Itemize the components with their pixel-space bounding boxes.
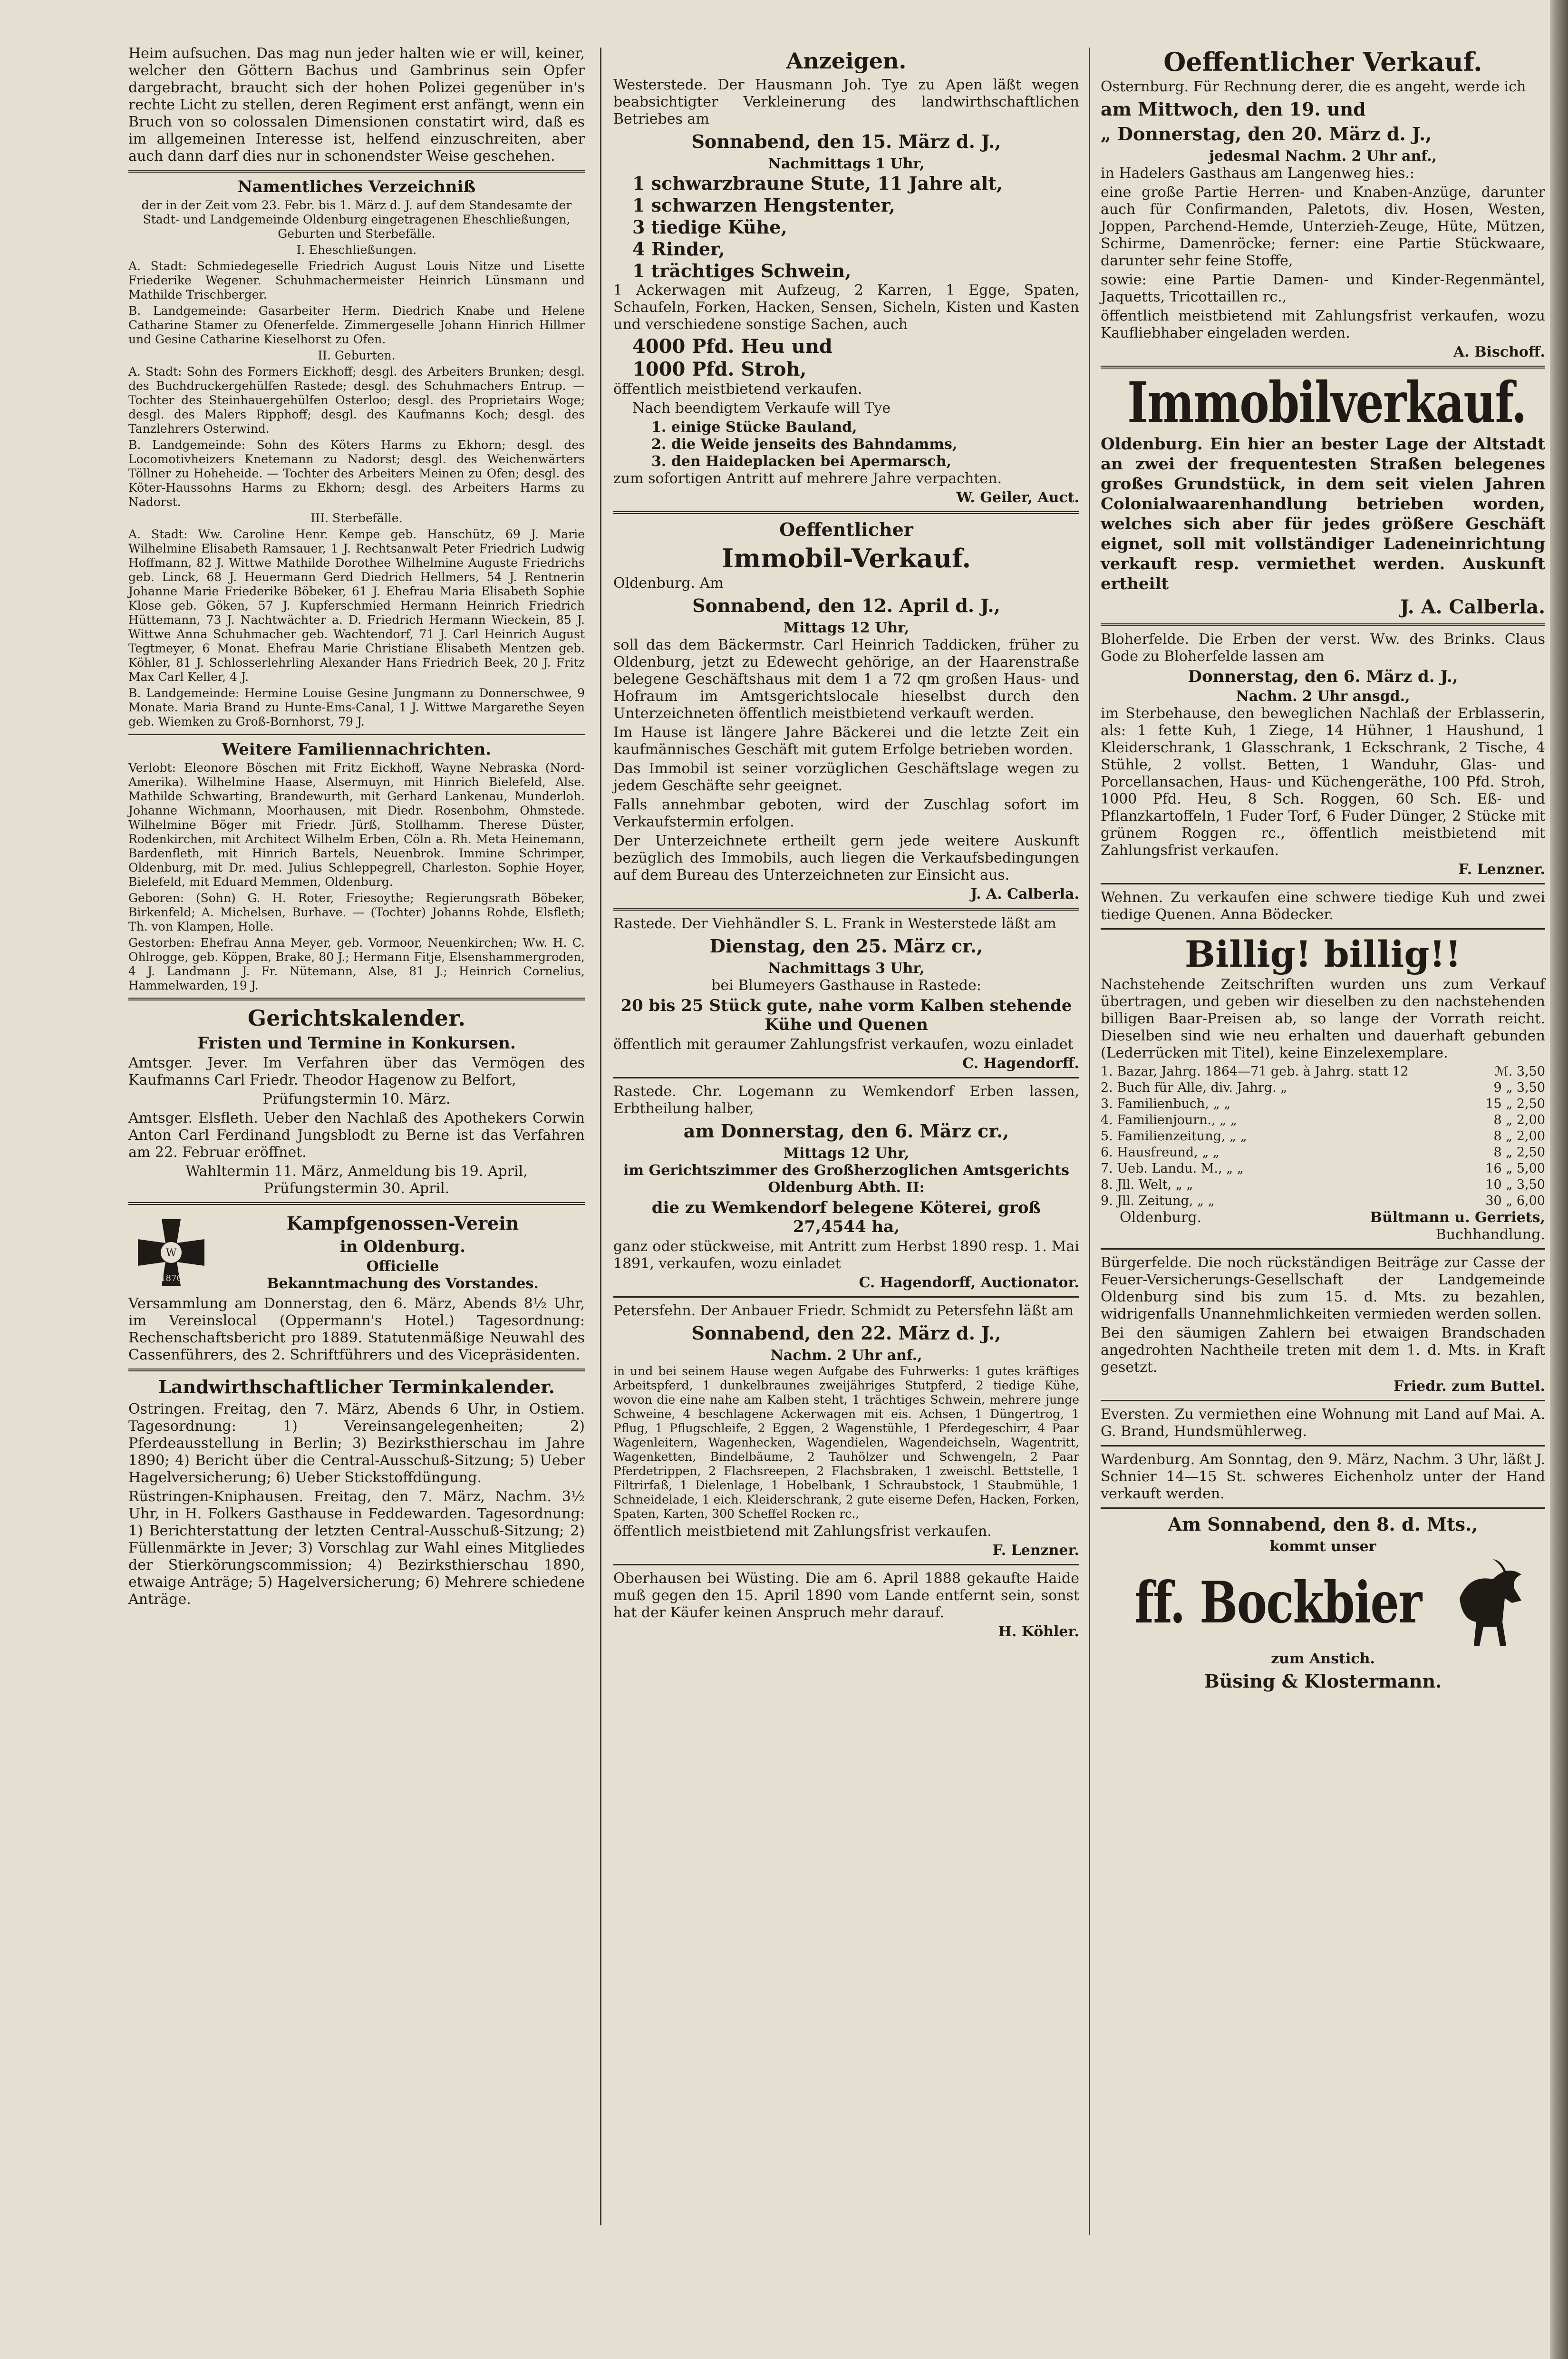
divider bbox=[128, 1369, 585, 1371]
ad5-signature: F. Lenzner. bbox=[992, 1542, 1079, 1559]
ad1-item: 4 Rinder, bbox=[632, 238, 725, 260]
marriages-city: A. Stadt: Schmiedegeselle Friedrich August Louis Nitze und Lisette Friederike Wegener. Schuhmachermeister Heinrich Lünsmann und Mathilde Trischberger. bbox=[128, 259, 585, 301]
ad2-title-2: Immobil-Verkauf. bbox=[721, 543, 971, 573]
agri-entry-2: Rüstringen-Kniphausen. Freitag, den 7. März, Nachm. 3½ Uhr, in H. Folkers Gasthause in Feddewarden. Tagesordnung: 1) Berichterstattung der letzten Central-Ausschuß-Sitzung; 2) Füllenmärkte in Jever; 3) Vorschlag zur Wahl eines Mitgliedes der Stierkörungscommission; 4) Bezirksthierschau 1890, etwaige Anträge; 5) Hagelversicherung; 6) Mehrere schiedene Anträge. bbox=[128, 1488, 585, 1608]
ad2-text-4: Falls annehmbar geboten, wird der Zuschlag sofort im Verkaufstermin erfolgen. bbox=[613, 796, 1079, 830]
public-sale-title: Oeffentlicher Verkauf. bbox=[1163, 47, 1482, 77]
divider bbox=[1101, 1248, 1545, 1250]
ad1-list-1: 1. einige Stücke Bauland, bbox=[651, 419, 857, 436]
agri-title: Landwirthschaftlicher Terminkalender. bbox=[158, 1376, 555, 1398]
public-sale-items-2: sowie: eine Partie Damen- und Kinder-Regenmäntel, Jaquetts, Tricottaillen rc., bbox=[1101, 272, 1545, 305]
billig-signature-row bbox=[1101, 1209, 1545, 1226]
divider bbox=[128, 170, 585, 173]
ad2-signature: J. A. Calberla. bbox=[970, 886, 1079, 903]
ad6-signature: H. Köhler. bbox=[998, 1623, 1079, 1640]
ad1-after: Nach beendigtem Verkaufe will Tye bbox=[632, 400, 891, 417]
ad5-date: Sonnabend, den 22. März d. J., bbox=[691, 1322, 1001, 1344]
court-entry-1: Amtsger. Jever. Im Verfahren über das Vermögen des Kaufmanns Carl Friedr. Theodor Hagenow zu Belfort, bbox=[128, 1055, 585, 1088]
public-sale-date-2: „ Donnerstag, den 20. März d. J., bbox=[1101, 123, 1432, 145]
ad4-location: im Gerichtszimmer des Großherzoglichen Amtsgerichts Oldenburg Abth. II: bbox=[623, 1162, 1069, 1196]
billig-place: Oldenburg. bbox=[1120, 1209, 1202, 1226]
bloherfelde-date: Donnerstag, den 6. März d. J., bbox=[1188, 667, 1458, 686]
billig-signature: Bültmann u. Gerriets, bbox=[1370, 1209, 1545, 1226]
column-rule bbox=[1089, 48, 1090, 2235]
column-rule bbox=[600, 48, 601, 2225]
public-sale-time: jedesmal Nachm. 2 Uhr anf., bbox=[1209, 148, 1437, 165]
price-row: 5. Familienzeitung, „ „ 8 „ 2,00 bbox=[1101, 1129, 1545, 1144]
section-births: II. Geburten. bbox=[318, 349, 396, 362]
bloherfelde-text: Bloherfelde. Die Erben der verst. Ww. des Brinks. Claus Gode zu Bloherfelde lassen am bbox=[1101, 631, 1545, 665]
court-entry-1-date: Prüfungstermin 10. März. bbox=[262, 1091, 451, 1107]
bockbier-comes: kommt unser bbox=[1269, 1538, 1376, 1555]
ad1-sale: öffentlich meistbietend verkaufen. bbox=[613, 381, 862, 398]
price-row: 2. Buch für Alle, div. Jahrg. „ 9 „ 3,50 bbox=[1101, 1080, 1545, 1095]
veteran-title: Kampfgenossen-Verein bbox=[286, 1213, 519, 1234]
ad1-straw: 1000 Pfd. Stroh, bbox=[632, 358, 807, 380]
ad2-text-5: Der Unterzeichnete ertheilt gern jede weitere Auskunft bezüglich des Immobils, auch liegen die Verkaufsbedingungen auf dem Bureau des Unterzeichneten zur Einsicht aus. bbox=[613, 833, 1079, 883]
section-deaths: III. Sterbefälle. bbox=[310, 511, 403, 525]
buergerfelde-signature: Friedr. zum Buttel. bbox=[1394, 1378, 1545, 1395]
veteran-subtitle: in Oldenburg. bbox=[339, 1237, 466, 1256]
deaths-rural: B. Landgemeinde: Hermine Louise Gesine Jungmann zu Donnerschwee, 9 Monate. Maria Brand zu Hunte-Ems-Canal, 1 J. Wittwe Margarethe Seyen geb. Wiemken zu Groß-Bornhorst, 79 J. bbox=[128, 686, 585, 728]
ad1-signature: W. Geiler, Auct. bbox=[956, 489, 1079, 506]
divider bbox=[128, 734, 585, 735]
bockbier-signature: Büsing & Klostermann. bbox=[1204, 1670, 1442, 1692]
register-title: Namentliches Verzeichniß bbox=[237, 177, 476, 196]
deaths-city: A. Stadt: Ww. Caroline Henr. Kempe geb. Hanschütz, 69 J. Marie Wilhelmine Elisabeth Ramsauer, 1 J. Rechtsanwalt Peter Friedrich Ludwig Hoffmann, 82 J. Wittwe Mathilde Dorothee Wilhelmine Auguste Friedrichs geb. Linck, 68 J. Heuermann Gerd Diedrich Hellmers, 54 J. Rentnerin Johanne Marie Friederike Böbeker, 61 J. Ehefrau Maria Elisabeth Sophie Klose geb. Göken, 57 J. Kupferschmied Hermann Heinrich Friedrich Hüttemann, 73 J. Nachtwächter a. D. Friedrich Hermann Wieckein, 85 J. Wittwe Anna Schuhmacher geb. Wachtendorf, 71 J. Carl Heinrich August Tegtmeyer, 6 Monat. Ehefrau Marie Christiane Elisabeth Mentzen geb. Köhler, 81 J. Schlosserlehrling Alexander Hans Friedrich Beek, 20 J. Fritz Max Carl Keller, 4 J. bbox=[128, 527, 585, 684]
ad1-item: 1 trächtiges Schwein, bbox=[632, 260, 852, 282]
scan-edge bbox=[1550, 0, 1568, 2359]
cross-year: 1870 bbox=[160, 1273, 182, 1283]
intro-text: Heim aufsuchen. Das mag nun jeder halten wie er will, keiner, welcher den Göttern Bachus und Gambrinus sein Opfer dargebracht, braucht sich der hohen Polizei gegenüber in's rechte Licht zu stellen, deren Regiment erst anfängt, wenn ein Bruch von so colossalen Dimensionen constatirt wird, daß es im allgemeinen Interesse ist, helfend einzuschreiten, aber auch dann darf dies nur in schonendster Weise geschehen. bbox=[128, 45, 585, 165]
immobilverkauf-text: Oldenburg. Ein hier an bester Lage der Altstadt an zwei der frequentesten Straßen belegenes großes Grundstück, in dem seit vielen Jahren Colonialwaarenhandlung betrieben worden, welches sich aber für jedes größere Geschäft eignet, soll mit vollständiger Ladeneinrichtung verkauft resp. vermiethet werden. Auskunft ertheilt bbox=[1101, 435, 1545, 593]
ad1-hay: 4000 Pfd. Heu und bbox=[632, 335, 832, 358]
divider bbox=[613, 1077, 1079, 1078]
ad4-signature: C. Hagendorff, Auctionator. bbox=[859, 1274, 1079, 1291]
ad4-text: Rastede. Chr. Logemann zu Wemkendorf Erben lassen, Erbtheilung halber, bbox=[613, 1083, 1079, 1117]
buergerfelde-text: Bürgerfelde. Die noch rückständigen Beiträge zur Casse der Feuer-Versicherungs-Gesellschaft der Landgemeinde Oldenburg sind bis zum 15. d. Mts. zu bezahlen, widrigenfalls Unannehmlichkeiten vermieden werden sollen. bbox=[1101, 1254, 1545, 1322]
family-died: Gestorben: Ehefrau Anna Meyer, geb. Vormoor, Neuenkirchen; Ww. H. C. Ohlrogge, geb. Köppen, Brake, 80 J.; Hermann Fitje, Elsenshammergroden, 4 J. Landmann J. Fr. Nütemann, Alse, 81 J.; Heinrich Cornelius, Hammelwarden, 19 J. bbox=[128, 936, 585, 992]
billig-signature-2: Buchhandlung. bbox=[1435, 1226, 1545, 1243]
ad1-item: 1 schwarzen Hengstenter, bbox=[632, 194, 896, 216]
wardenburg-text: Wardenburg. Am Sonntag, den 9. März, Nachm. 3 Uhr, läßt J. Schnier 14—15 St. schweres Eichenholz unter der Hand verkauft werden. bbox=[1101, 1451, 1545, 1502]
public-sale-end: öffentlich meistbietend mit Zahlungsfrist verkaufen, wozu Kaufliebhaber eingeladen werden. bbox=[1101, 308, 1545, 341]
price-row: 4. Familienjourn., „ „ 8 „ 2,00 bbox=[1101, 1113, 1545, 1127]
column-1 bbox=[128, 45, 585, 1610]
divider bbox=[613, 511, 1079, 514]
ad1-date: Sonnabend, den 15. März d. J., bbox=[691, 131, 1001, 152]
bockbier-banner bbox=[1101, 1555, 1545, 1650]
births-city: A. Stadt: Sohn des Formers Eickhoff; desgl. des Arbeiters Brunken; desgl. des Buchdruckergehülfen Rastede; desgl. des Schuhmachers Entrup. — Tochter des Steinhauergehülfen Osterloo; desgl. des Proprietairs Woge; desgl. des Malers Ripphoff; desgl. des Kaufmanns Koch; desgl. des Tanzlehrers Osterwind. bbox=[128, 365, 585, 436]
ad2-date: Sonnabend, den 12. April d. J., bbox=[692, 595, 1000, 616]
ad6-text: Oberhausen bei Wüsting. Die am 6. April 1888 gekaufte Haide muß gegen den 15. April 1890 vom Lande entfernt sein, sonst hat der Käufer keinen Anspruch mehr darauf. bbox=[613, 1570, 1079, 1621]
veteran-announcement: Bekanntmachung des Vorstandes. bbox=[267, 1275, 539, 1292]
veteran-header bbox=[128, 1210, 585, 1295]
ad1-more: 1 Ackerwagen mit Aufzeug, 2 Karren, 1 Egge, Spaten, Schaufeln, Forken, Hacken, Sensen, Sicheln, Kisten und Kasten und verschiedene sonstige Sachen, auch bbox=[613, 282, 1079, 333]
bloherfelde-signature: F. Lenzner. bbox=[1458, 861, 1545, 878]
marriages-rural: B. Landgemeinde: Gasarbeiter Herm. Diedrich Knabe und Helene Catharine Stamer zu Ofenerfelde. Zimmergeselle Johann Hinrich Hillmer und Gesine Catharine Kieselhorst zu Ofen. bbox=[128, 304, 585, 346]
ad5-text: Petersfehn. Der Anbauer Friedr. Schmidt zu Petersfehn läßt am bbox=[613, 1302, 1074, 1319]
ad1-item: 3 tiedige Kühe, bbox=[632, 216, 787, 238]
divider bbox=[1101, 1400, 1545, 1401]
ad2-text-2: Im Hause ist längere Jahre Bäckerei und die letzte Zeit ein kaufmännisches Geschäft mit gutem Erfolge betrieben worden. bbox=[613, 724, 1079, 758]
wehnen-text: Wehnen. Zu verkaufen eine schwere tiedige Kuh und zwei tiedige Quenen. Anna Bödecker. bbox=[1101, 889, 1545, 923]
ad5-time: Nachm. 2 Uhr anf., bbox=[770, 1347, 922, 1364]
ad1-item: 1 schwarzbraune Stute, 11 Jahre alt, bbox=[632, 173, 1003, 194]
svg-text:W: W bbox=[165, 1247, 177, 1259]
ad2-place: Oldenburg. Am bbox=[613, 575, 724, 592]
ad3-signature: C. Hagendorff. bbox=[962, 1055, 1079, 1072]
billig-title: Billig! billig!! bbox=[1184, 933, 1462, 975]
billig-text: Nachstehende Zeitschriften wurden uns zum Verkauf übertragen, und geben wir dieselben zu den nachstehenden billigen Baar-Preisen ab, so lange der Vorrath reicht. Dieselben sind wie neu erhalten und dauerhaft gebunden (Lederrücken mit Titel), keine Einzelexemplare. bbox=[1101, 976, 1545, 1061]
public-sale-location: in Hadelers Gasthaus am Langenweg hies.: bbox=[1101, 165, 1414, 182]
veteran-official: Officielle bbox=[366, 1258, 439, 1275]
divider bbox=[613, 1564, 1079, 1565]
public-sale-items: eine große Partie Herren- und Knaben-Anzüge, darunter auch für Confirmanden, Paletots, div. Hosen, Westen, Joppen, Parchend-Hemde, Unterzieh-Zeuge, Hüte, Mützen, Schirme, Damenröcke; ferner: eine Partie Stückwaare, darunter sehr feine Stoffe, bbox=[1101, 184, 1545, 269]
ad3-date: Dienstag, den 25. März cr., bbox=[709, 935, 983, 957]
divider bbox=[128, 1202, 585, 1205]
ad3-end: öffentlich mit geraumer Zahlungsfrist verkaufen, wozu einladet bbox=[613, 1036, 1074, 1053]
bloherfelde-time: Nachm. 2 Uhr ansgd., bbox=[1236, 688, 1410, 705]
divider bbox=[128, 998, 585, 1000]
ad3-time: Nachmittags 3 Uhr, bbox=[768, 960, 925, 977]
court-subtitle: Fristen und Termine in Konkursen. bbox=[197, 1034, 516, 1053]
family-engaged: Verlobt: Eleonore Böschen mit Fritz Eickhoff, Wayne Nebraska (Nord-Amerika). Wilhelmine Haase, Alsermuyn, mit Hinrich Bielefeld, Alse. Mathilde Schwarting, Brandewurth, mit Gerhard Lankenau, Munderloh. Johanne Wichmann, Moorhausen, mit Diedr. Rosenbohm, Ohmstede. Wilhelmine Böger mit Friedr. Jürß, Stollhamm. Therese Düster, Rodenkirchen, mit Architect Wilhelm Erben, Cöln a. Rh. Meta Heinemann, Bardenfleth, mit Hinrich Bartels, Neuenbrok. Immine Schrimper, Oldenburg, mit Dr. med. Julius Schleppegrell, Charleston. Sophie Hoyer, Bielefeld, mit Eduard Memmen, Oldenburg. bbox=[128, 761, 585, 889]
ad1-text: Westerstede. Der Hausmann Joh. Tye zu Apen läßt wegen beabsichtigter Verkleinerung des landwirthschaftlichen Betriebes am bbox=[613, 77, 1079, 127]
price-row: 9. Jll. Zeitung, „ „ 30 „ 6,00 bbox=[1101, 1194, 1545, 1208]
price-row: 1. Bazar, Jahrg. 1864—71 geb. à Jahrg. statt 12 ℳ. 3,50 bbox=[1101, 1064, 1545, 1079]
register-intro: der in der Zeit vom 23. Febr. bis 1. März d. J. auf dem Standesamte der Stadt- und Landgemeinde Oldenburg eingetragenen Eheschließungen, Geburten und Sterbefälle. bbox=[141, 198, 572, 241]
goat-icon bbox=[1450, 1555, 1531, 1650]
divider bbox=[613, 1296, 1079, 1298]
ad4-end: ganz oder stückweise, mit Antritt zum Herbst 1890 resp. 1. Mai 1891, verkaufen, wozu einladet bbox=[613, 1238, 1079, 1272]
ad1-items bbox=[613, 173, 1079, 282]
bockbier-date: Am Sonnabend, den 8. d. Mts., bbox=[1168, 1514, 1478, 1535]
buergerfelde-text-2: Bei den säumigen Zahlern bei etwaigen Brandschaden angedrohten Nachtheile treten mit dem 1. d. Mts. in Kraft gesetzt. bbox=[1101, 1325, 1545, 1376]
ad4-headline: die zu Wemkendorf belegene Köterei, groß 27,4544 ha, bbox=[651, 1198, 1041, 1236]
ad4-time: Mittags 12 Uhr, bbox=[783, 1145, 910, 1162]
ad2-time: Mittags 12 Uhr, bbox=[783, 620, 910, 636]
iron-cross-icon bbox=[128, 1210, 214, 1295]
ad1-time: Nachmittags 1 Uhr, bbox=[768, 155, 925, 172]
price-table bbox=[1101, 1064, 1545, 1209]
bockbier-tap: zum Anstich. bbox=[1271, 1650, 1375, 1667]
ad4-date: am Donnerstag, den 6. März cr., bbox=[683, 1120, 1009, 1142]
price-row: 8. Jll. Welt, „ „ 10 „ 3,50 bbox=[1101, 1177, 1545, 1192]
ad5-end: öffentlich meistbietend mit Zahlungsfrist verkaufen. bbox=[613, 1523, 992, 1540]
divider bbox=[1101, 623, 1545, 626]
ad3-text: Rastede. Der Viehhändler S. L. Frank in Westerstede läßt am bbox=[613, 915, 1056, 932]
ad2-text-3: Das Immobil ist seiner vorzüglichen Geschäftslage wegen zu jedem Geschäfte sehr geeignet. bbox=[613, 760, 1079, 794]
immobilverkauf-signature: J. A. Calberla. bbox=[1400, 596, 1545, 618]
ad1-list-2: 2. die Weide jenseits des Bahndamms, bbox=[651, 436, 958, 453]
agri-entry-1: Ostringen. Freitag, den 7. März, Abends 6 Uhr, in Ostiem. Tagesordnung: 1) Vereinsangelegenheiten; 2) Pferdeausstellung in Berlin; 3) Bezirksthierschau im Jahre 1890; 4) Bericht über die Central-Ausschuß-Sitzung; 5) Ueber Hagelversicherung; 6) Ueber Stickstoffdüngung. bbox=[128, 1401, 585, 1486]
divider bbox=[613, 908, 1079, 911]
section-marriages: I. Eheschließungen. bbox=[296, 243, 417, 257]
family-title: Weitere Familiennachrichten. bbox=[222, 740, 492, 759]
eversten-text: Eversten. Zu vermiethen eine Wohnung mit Land auf Mai. A. G. Brand, Hundsmühlerweg. bbox=[1101, 1406, 1545, 1440]
price-row: 6. Hausfreund, „ „ 8 „ 2,50 bbox=[1101, 1145, 1545, 1160]
column-2 bbox=[613, 45, 1079, 1641]
ad5-items: in und bei seinem Hause wegen Aufgabe des Fuhrwerks: 1 gutes kräftiges Arbeitspferd, 1 dunkelbraunes zweijähriges Stutpferd, 2 tiedige Kühe, wovon die eine nahe am Kalben steht, 1 trächtiges Schwein, mehrere junge Schweine, 4 beschlagene Ackerwagen mit eis. Achsen, 1 Düngertrog, 1 Pflug, 1 Pflugschleife, 2 Eggen, 2 Wagenstühle, 1 Pferdegeschirr, 4 Paar Wagenleitern, Wagenhecken, Wagendielen, Wagendeichseln, Wagentritt, Wagenketten, Bindelbäume, 2 Tauhölzer und Schwengeln, 2 Paar Pferdetrippen, 2 Flachsreepen, 2 Flachsbraken, 1 zweischl. Bettstelle, 1 Filtrirfaß, 1 Dielenlage, 1 Hobelbank, 1 Schraubstock, 1 Staubmühle, 1 Schneidelade, 1 eich. Kleiderschrank, 2 gute eiserne Defen, Hacken, Forken, Spaten, Karten, 300 Scheffel Rocken rc., bbox=[613, 1364, 1079, 1521]
price-row: 7. Ueb. Landu. M., „ „ 16 „ 5,00 bbox=[1101, 1161, 1545, 1176]
divider bbox=[1101, 1445, 1545, 1446]
ad3-headline: 20 bis 25 Stück gute, nahe vorm Kalben stehende Kühe und Quenen bbox=[620, 996, 1072, 1034]
divider bbox=[1101, 928, 1545, 930]
divider bbox=[1101, 883, 1545, 884]
family-born: Geboren: (Sohn) G. H. Roter, Friesoythe; Regierungsrath Böbeker, Birkenfeld; A. Michelsen, Burhave. — (Tochter) Johanns Rohde, Elsfleth; Th. von Klampen, Holle. bbox=[128, 891, 585, 933]
public-sale-date-1: am Mittwoch, den 19. und bbox=[1101, 98, 1366, 120]
court-entry-2-date: Wahltermin 11. März, Anmeldung bis 19. April, Prüfungstermin 30. April. bbox=[185, 1163, 528, 1197]
public-sale-text: Osternburg. Für Rechnung derer, die es angeht, werde ich bbox=[1101, 78, 1526, 95]
veteran-text: Versammlung am Donnerstag, den 6. März, Abends 8½ Uhr, im Vereinslocal (Oppermann's Hotel.) Tagesordnung: Rechenschaftsbericht pro 1889. Statutenmäßige Neuwahl des Cassenführers, des 2. Schriftführers und des Vicepräsidenten. bbox=[128, 1295, 585, 1363]
column-3 bbox=[1101, 45, 1545, 1695]
price-row: 3. Familienbuch, „ „ 15 „ 2,50 bbox=[1101, 1097, 1545, 1111]
court-entry-2: Amtsger. Elsfleth. Ueber den Nachlaß des Apothekers Corwin Anton Carl Ferdinand Jungsblodt zu Berne ist das Verfahren am 22. Februar eröffnet. bbox=[128, 1110, 585, 1161]
court-title: Gerichtskalender. bbox=[247, 1005, 466, 1031]
ad2-title-1: Oeffentlicher bbox=[779, 519, 913, 540]
ad1-end: zum sofortigen Antritt auf mehrere Jahre verpachten. bbox=[613, 470, 1002, 487]
divider bbox=[1101, 1507, 1545, 1509]
ad1-list-3: 3. den Haideplacken bei Apermarsch, bbox=[651, 453, 951, 470]
ad3-location: bei Blumeyers Gasthause in Rastede: bbox=[711, 977, 981, 994]
bockbier-title: ff. Bockbier bbox=[1134, 1569, 1422, 1636]
bloherfelde-items: im Sterbehause, den beweglichen Nachlaß der Erblasserin, als: 1 fette Kuh, 1 Ziege, 14 Hühner, 1 Haushund, 1 Kleiderschrank, 1 Glasschrank, 1 Eckschrank, 2 Tische, 4 Stühle, 2 vollst. Betten, 1 Wanduhr, Glas- und Porcellansachen, Haus- und Küchengeräthe, 100 Pfd. Stroh, 1000 Pfd. Heu, 8 Sch. Roggen, 60 Sch. Eß- und Pflanzkartoffeln, 1 Fuder Torf, 6 Fuder Dünger, 2 Stücke mit grünem Roggen rc., öffentlich meistbietend mit Zahlungsfrist verkaufen. bbox=[1101, 705, 1545, 859]
ads-title: Anzeigen. bbox=[786, 48, 907, 74]
divider bbox=[1101, 366, 1545, 369]
births-rural: B. Landgemeinde: Sohn des Köters Harms zu Ekhorn; desgl. des Locomotivheizers Knetemann zu Nadorst; desgl. des Weichenwärters Töllner zu Hoheheide. — Tochter des Arbeiters Meinen zu Ofen; desgl. des Köter-Haussohns Harms zu Ekhorn; desgl. des Arbeiters Harms zu Nadorst. bbox=[128, 438, 585, 509]
immobilverkauf-title: Immobilverkauf. bbox=[1127, 369, 1526, 436]
public-sale-signature: A. Bischoff. bbox=[1453, 344, 1545, 360]
ad2-text-1: soll das dem Bäckermstr. Carl Heinrich Taddicken, früher zu Oldenburg, jetzt zu Edewecht gehörige, an der Haarenstraße belegene Geschäftshaus mit dem 1 a 72 qm großen Haus- und Hofraum im Amtsgerichtslocale hieselbst durch den Unterzeichneten öffentlich meistbietend verkauft werden. bbox=[613, 637, 1079, 722]
